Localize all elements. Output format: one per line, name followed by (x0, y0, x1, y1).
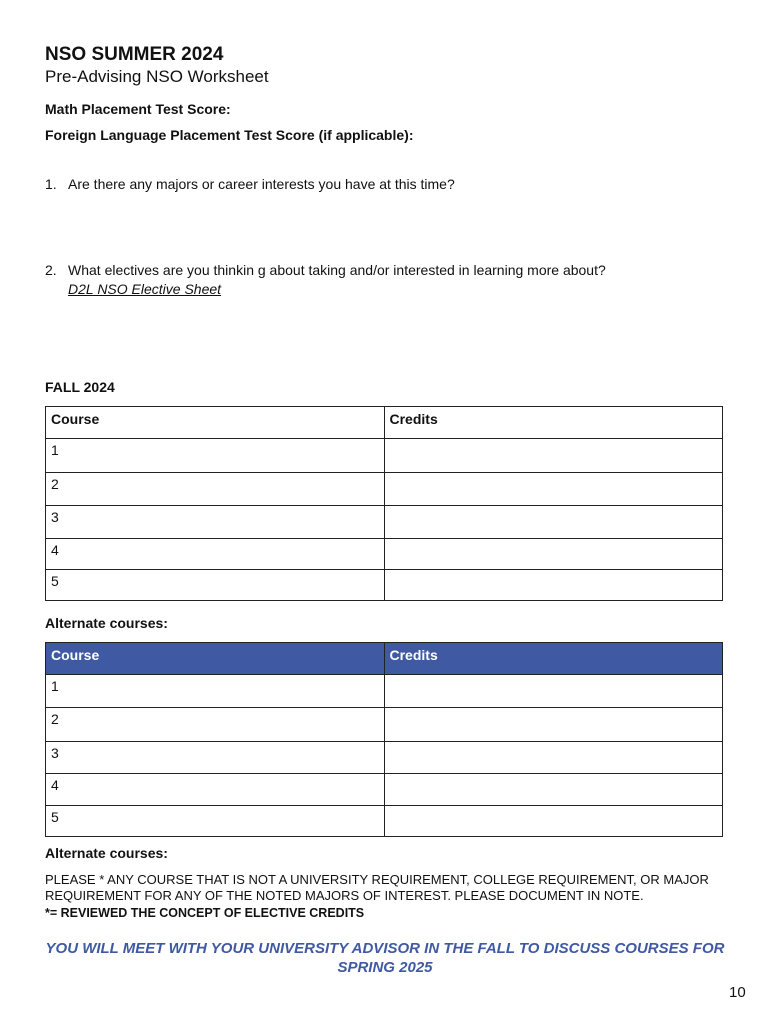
elective-note: PLEASE * ANY COURSE THAT IS NOT A UNIVERSITY REQUIREMENT, COLLEGE REQUIREMENT, OR MAJOR REQUIREMENT FOR ANY OF THE NOTED MAJORS OF INTEREST. PLEASE DOCUMENT IN NOTE. (45, 872, 709, 903)
table-row (46, 570, 723, 601)
table-row (46, 506, 723, 539)
question-text: What electives are you thinkin g about taking and/or interested in learning more about? (68, 262, 606, 278)
credits-cell[interactable] (384, 506, 723, 539)
row-number-cell[interactable]: 2 (46, 708, 385, 742)
credits-cell[interactable] (384, 708, 723, 742)
second-alternate-title: Alternate courses: (45, 845, 168, 861)
row-number-cell[interactable]: 2 (46, 473, 385, 506)
credits-cell[interactable] (384, 806, 723, 837)
fall-course-table (45, 406, 723, 601)
page-number: 10 (729, 984, 746, 1001)
table-row (46, 742, 723, 774)
table-row (46, 539, 723, 570)
table-header-row (46, 407, 723, 439)
document-title: NSO SUMMER 2024 (45, 44, 224, 65)
elective-sheet-link[interactable]: D2L NSO Elective Sheet (68, 281, 222, 297)
row-number-cell[interactable]: 3 (46, 742, 385, 774)
table-row (46, 708, 723, 742)
credits-cell[interactable] (384, 473, 723, 506)
table-header-row (46, 643, 723, 675)
credits-cell[interactable] (384, 675, 723, 708)
credits-cell[interactable] (384, 439, 723, 473)
fall-section-title: FALL 2024 (45, 379, 115, 395)
row-number-cell[interactable]: 4 (46, 539, 385, 570)
course-column-header: Course (46, 407, 385, 439)
question-number: 2. (45, 262, 57, 278)
advisor-meeting-message: YOU WILL MEET WITH YOUR UNIVERSITY ADVISOR IN THE FALL TO DISCUSS COURSES FOR SPRING 2025 (45, 940, 725, 976)
table-row (46, 774, 723, 806)
table-row (46, 473, 723, 506)
credits-cell[interactable] (384, 742, 723, 774)
language-placement-label: Foreign Language Placement Test Score (if applicable): (45, 127, 414, 143)
credits-cell[interactable] (384, 774, 723, 806)
row-number-cell[interactable]: 5 (46, 570, 385, 601)
question-text: Are there any majors or career interests you have at this time? (68, 176, 455, 192)
credits-cell[interactable] (384, 539, 723, 570)
row-number-cell[interactable]: 3 (46, 506, 385, 539)
row-number-cell[interactable]: 1 (46, 439, 385, 473)
math-placement-label: Math Placement Test Score: (45, 101, 231, 117)
credits-cell[interactable] (384, 570, 723, 601)
table-row (46, 675, 723, 708)
table-row (46, 439, 723, 473)
row-number-cell[interactable]: 5 (46, 806, 385, 837)
course-column-header: Course (46, 643, 385, 675)
alternate-course-table (45, 642, 723, 837)
alternate-section-title: Alternate courses: (45, 615, 168, 631)
credits-column-header: Credits (384, 643, 723, 675)
document-subtitle: Pre-Advising NSO Worksheet (45, 67, 269, 86)
row-number-cell[interactable]: 4 (46, 774, 385, 806)
row-number-cell[interactable]: 1 (46, 675, 385, 708)
elective-credit-note: *= REVIEWED THE CONCEPT OF ELECTIVE CREDITS (45, 906, 365, 920)
question-number: 1. (45, 176, 57, 192)
table-row (46, 806, 723, 837)
credits-column-header: Credits (384, 407, 723, 439)
